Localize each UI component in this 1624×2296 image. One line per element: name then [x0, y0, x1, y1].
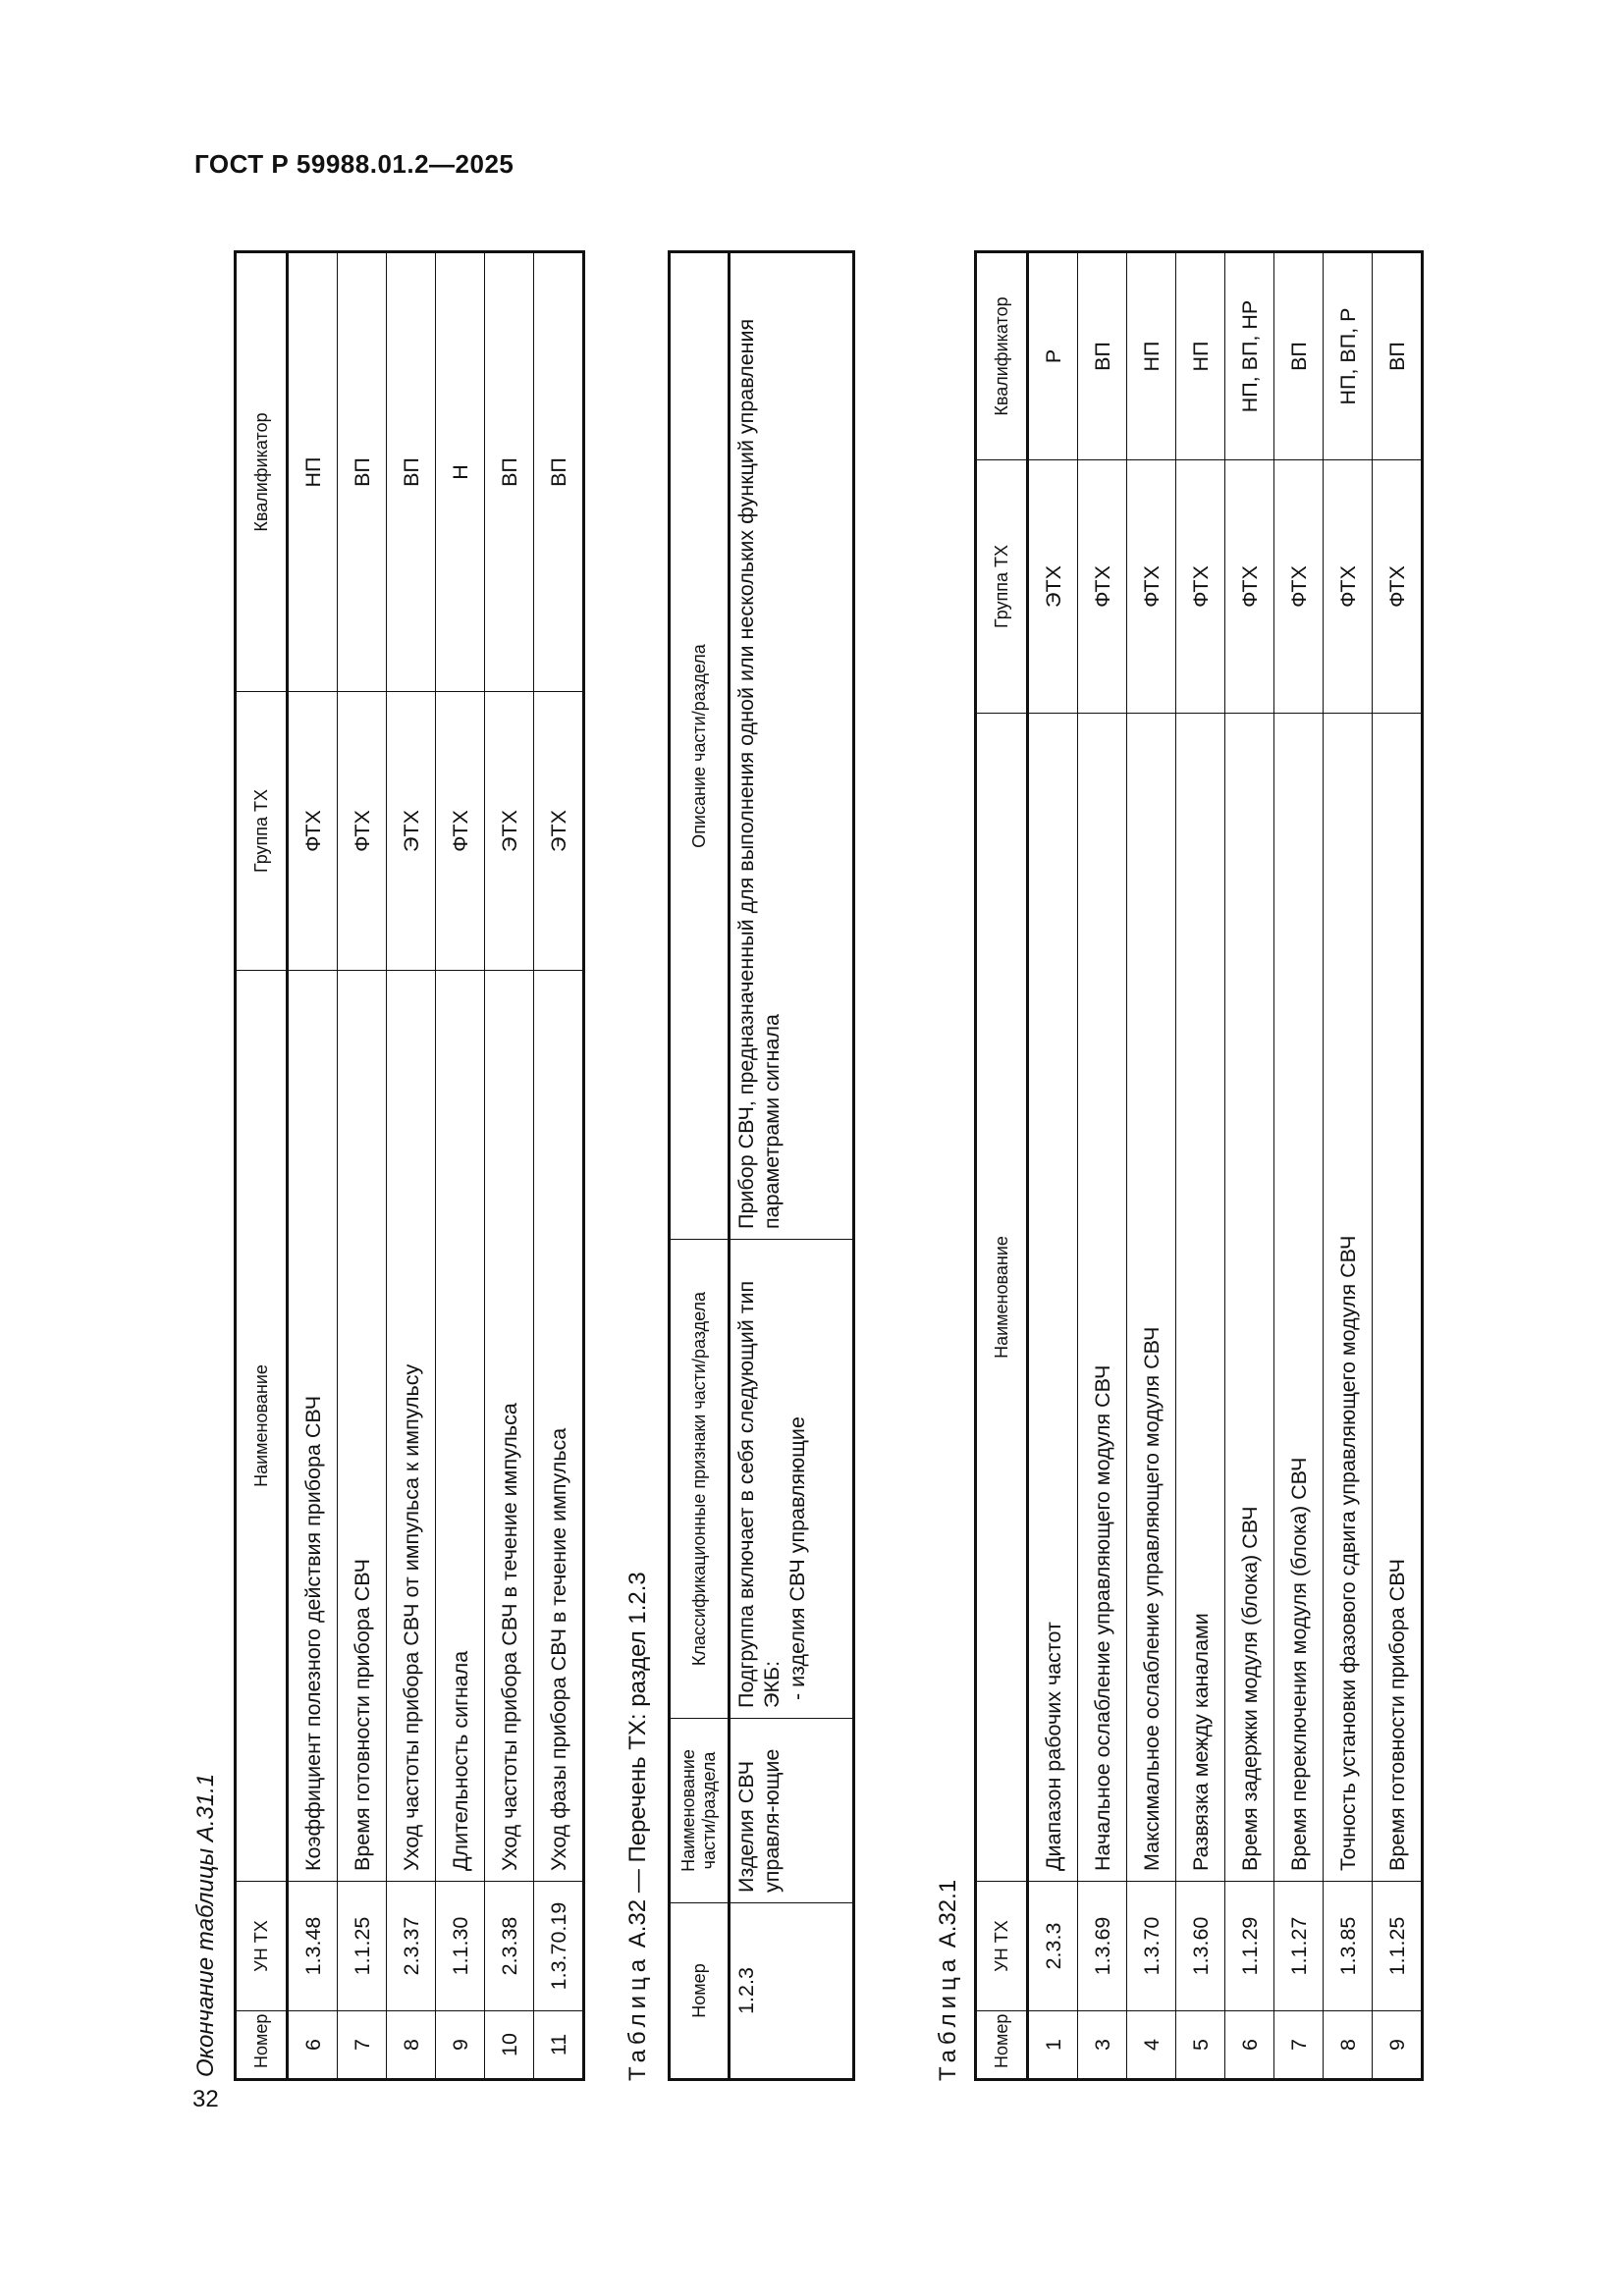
criteria-line: Подгруппа включает в себя следующий тип ЭКБ:: [734, 1280, 784, 1708]
table-row: [1176, 252, 1225, 2080]
cell-name: Уход частоты прибора СВЧ от импульса к импульсу: [387, 971, 436, 1882]
table-row: [1225, 252, 1274, 2080]
cell-group-tx: ФТХ: [1324, 460, 1373, 714]
table-header-row: [236, 252, 288, 2080]
cell-group-tx: ФТХ: [1373, 460, 1423, 714]
col-header-name: Наименование: [236, 971, 288, 1882]
cell-name: Время задержки модуля (блока) СВЧ: [1225, 714, 1274, 1882]
cell-group-tx: ФТХ: [1078, 460, 1127, 714]
col-header-qualifier: Квалификатор: [236, 252, 288, 692]
cell-number: 8: [387, 2011, 436, 2080]
cell-un-tx: 1.3.70: [1127, 1882, 1176, 2011]
table-row: [1127, 252, 1176, 2080]
cell-number: 1.2.3: [730, 1903, 854, 2080]
table-a32-caption: [624, 1572, 652, 2081]
cell-group-tx: ЭТХ: [1028, 460, 1078, 714]
cell-name: Время переключения модуля (блока) СВЧ: [1274, 714, 1324, 1882]
cell-un-tx: 1.3.48: [288, 1882, 338, 2011]
cell-description: Прибор СВЧ, предназначенный для выполнения одной или нескольких функций управления параметрами сигнала: [730, 252, 854, 1240]
cell-number: 6: [1225, 2011, 1274, 2080]
col-header-number: Номер: [670, 1903, 730, 2080]
cell-name: Развязка между каналами: [1176, 714, 1225, 1882]
cell-qualifier: ВП: [387, 252, 436, 692]
col-header-qualifier: Квалификатор: [976, 252, 1028, 460]
cell-qualifier: НП: [1176, 252, 1225, 460]
table-a31: [234, 250, 585, 2081]
cell-un-tx: 2.3.37: [387, 1882, 436, 2011]
cell-qualifier: НП, ВП, Р: [1324, 252, 1373, 460]
col-header-un-tx: УН ТХ: [236, 1882, 288, 2011]
cell-qualifier: НП: [1127, 252, 1176, 460]
col-header-part-name: Наименование части/раздела: [670, 1719, 730, 1903]
cell-group-tx: ФТХ: [1176, 460, 1225, 714]
cell-un-tx: 1.1.25: [1373, 1882, 1423, 2011]
cell-group-tx: ЭТХ: [534, 692, 584, 971]
cell-qualifier: ВП: [1078, 252, 1127, 460]
table-a32-1-caption: [935, 1880, 962, 2081]
cell-name: Длительность сигнала: [436, 971, 485, 1882]
col-header-number: Номер: [976, 2011, 1028, 2080]
cell-name: Время готовности прибора СВЧ: [338, 971, 387, 1882]
cell-number: 7: [1274, 2011, 1324, 2080]
cell-group-tx: ФТХ: [1127, 460, 1176, 714]
table-a32-1: [974, 250, 1424, 2081]
rotated-landscape-content: [192, 236, 1410, 2081]
cell-qualifier: Н: [436, 252, 485, 692]
cell-qualifier: ВП: [1373, 252, 1423, 460]
table-row: [1324, 252, 1373, 2080]
table-row: [1028, 252, 1078, 2080]
table-row: [1078, 252, 1127, 2080]
cell-number: 9: [436, 2011, 485, 2080]
col-header-number: Номер: [236, 2011, 288, 2080]
cell-qualifier: ВП: [338, 252, 387, 692]
cell-number: 6: [288, 2011, 338, 2080]
table-row: [338, 252, 387, 2080]
table-row: [436, 252, 485, 2080]
cell-name: Диапазон рабочих частот: [1028, 714, 1078, 1882]
cell-number: 3: [1078, 2011, 1127, 2080]
cell-un-tx: 2.3.38: [485, 1882, 534, 2011]
caption-text: А.32.1: [935, 1879, 961, 1949]
table-a32: [668, 250, 855, 2081]
table-row: [387, 252, 436, 2080]
col-header-name: Наименование: [976, 714, 1028, 1882]
col-header-group-tx: Группа ТХ: [236, 692, 288, 971]
table-row: [485, 252, 534, 2080]
col-header-group-tx: Группа ТХ: [976, 460, 1028, 714]
cell-un-tx: 1.3.60: [1176, 1882, 1225, 2011]
cell-group-tx: ФТХ: [1274, 460, 1324, 714]
table-row: [730, 252, 854, 2080]
col-header-un-tx: УН ТХ: [976, 1882, 1028, 2011]
cell-qualifier: ВП: [1274, 252, 1324, 460]
cell-qualifier: ВП: [485, 252, 534, 692]
cell-name: Коэффициент полезного действия прибора СВЧ: [288, 971, 338, 1882]
cell-name: Уход частоты прибора СВЧ в течение импульса: [485, 971, 534, 1882]
cell-number: 4: [1127, 2011, 1176, 2080]
cell-qualifier: ВП: [534, 252, 584, 692]
page-number: 32: [192, 2086, 219, 2112]
cell-un-tx: 1.3.85: [1324, 1882, 1373, 2011]
cell-group-tx: ЭТХ: [387, 692, 436, 971]
cell-group-tx: ЭТХ: [485, 692, 534, 971]
caption-text: А.32 — Перечень ТХ: раздел 1.2.3: [624, 1572, 651, 1949]
caption-label: Таблица: [935, 1953, 961, 2081]
table-row: [1373, 252, 1423, 2080]
cell-group-tx: ФТХ: [288, 692, 338, 971]
cell-name: Точность установки фазового сдвига управляющего модуля СВЧ: [1324, 714, 1373, 1882]
cell-group-tx: ФТХ: [436, 692, 485, 971]
table-header-row: [976, 252, 1028, 2080]
cell-name: Уход фазы прибора СВЧ в течение импульса: [534, 971, 584, 1882]
cell-un-tx: 2.3.3: [1028, 1882, 1078, 2011]
cell-number: 5: [1176, 2011, 1225, 2080]
cell-number: 7: [338, 2011, 387, 2080]
cell-name: Время готовности прибора СВЧ: [1373, 714, 1423, 1882]
caption-label: Таблица: [624, 1953, 651, 2081]
cell-un-tx: 1.1.29: [1225, 1882, 1274, 2011]
table-row: [1274, 252, 1324, 2080]
cell-qualifier: Р: [1028, 252, 1078, 460]
cell-part-name: Изделия СВЧ управля-ющие: [730, 1719, 854, 1903]
cell-qualifier: НП: [288, 252, 338, 692]
cell-number: 10: [485, 2011, 534, 2080]
table-header-row: [670, 252, 730, 2080]
criteria-line: - изделия СВЧ управляющие: [785, 1416, 809, 1700]
table-row: [534, 252, 584, 2080]
cell-number: 11: [534, 2011, 584, 2080]
cell-criteria: [730, 1240, 854, 1719]
cell-name: Максимальное ослабление управляющего модуля СВЧ: [1127, 714, 1176, 1882]
cell-un-tx: 1.1.30: [436, 1882, 485, 2011]
cell-un-tx: 1.3.70.19: [534, 1882, 584, 2011]
cell-group-tx: ФТХ: [338, 692, 387, 971]
cell-number: 1: [1028, 2011, 1078, 2080]
cell-un-tx: 1.3.69: [1078, 1882, 1127, 2011]
table-a31-caption: Окончание таблицы А.31.1: [192, 1773, 219, 2077]
cell-group-tx: ФТХ: [1225, 460, 1274, 714]
cell-number: 8: [1324, 2011, 1373, 2080]
cell-un-tx: 1.1.27: [1274, 1882, 1324, 2011]
cell-un-tx: 1.1.25: [338, 1882, 387, 2011]
cell-name: Начальное ослабление управляющего модуля СВЧ: [1078, 714, 1127, 1882]
table-row: [288, 252, 338, 2080]
col-header-description: Описание части/раздела: [670, 252, 730, 1240]
col-header-criteria: Классификационные признаки части/раздела: [670, 1240, 730, 1719]
cell-qualifier: НП, ВП, НР: [1225, 252, 1274, 460]
cell-number: 9: [1373, 2011, 1423, 2080]
document-id: ГОСТ Р 59988.01.2—2025: [194, 149, 514, 179]
